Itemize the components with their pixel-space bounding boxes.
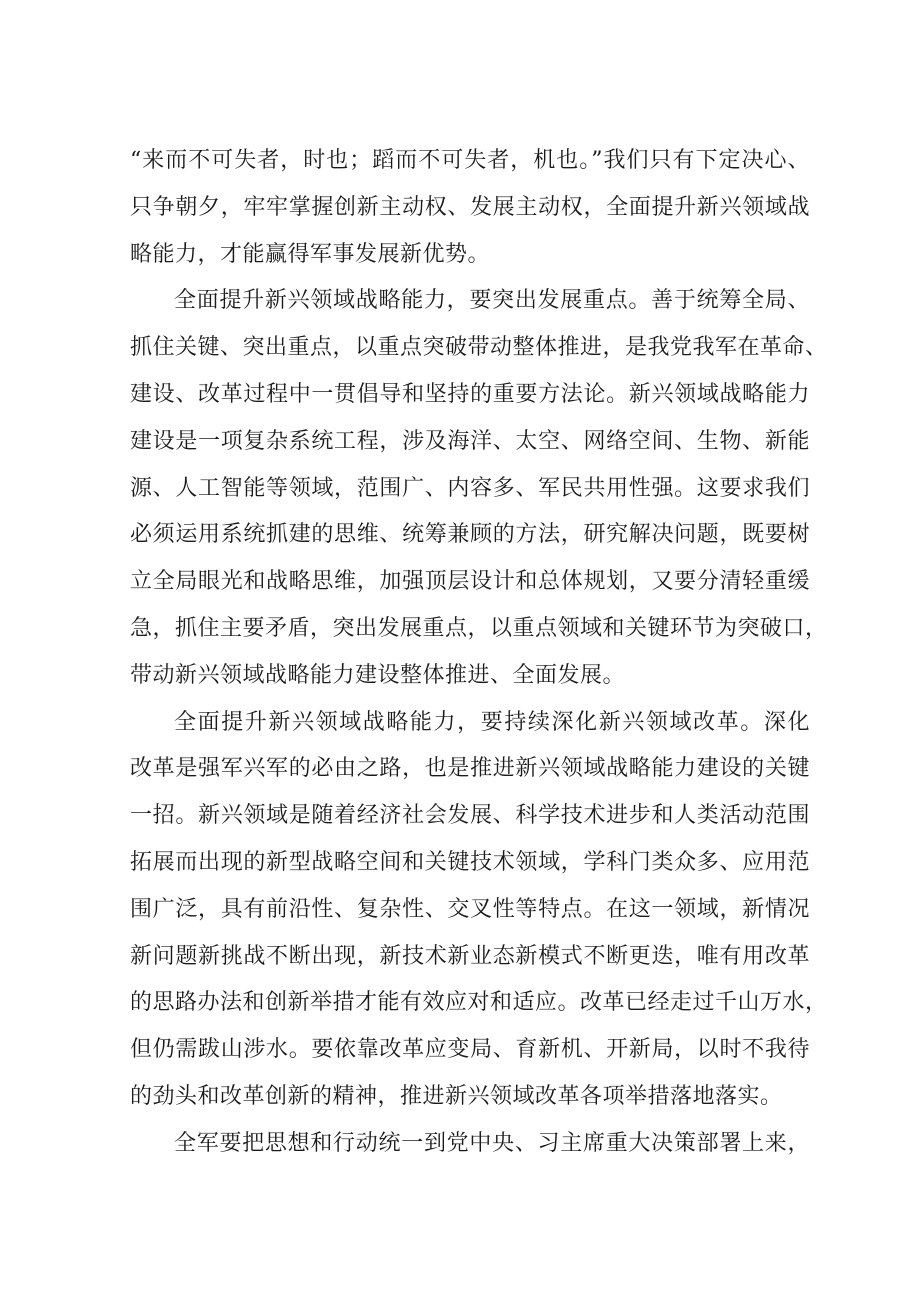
text-line: 围广泛，具有前沿性、复杂性、交叉性等特点。在这一领域，新情况 <box>130 896 810 922</box>
text-line: 全面提升新兴领域战略能力，要持续深化新兴领域改革。深化 <box>174 709 810 735</box>
paragraph-2 <box>130 278 828 699</box>
text-line: “来而不可失者，时也；蹈而不可失者，机也。”我们只有下定决心、 <box>130 148 810 173</box>
paragraph-1 <box>130 138 810 278</box>
text-line: 急，抓住主要矛盾，突出发展重点，以重点领域和关键环节为突破口， <box>130 615 828 641</box>
paragraph-4 <box>130 1121 810 1168</box>
text-line: 但仍需跋山涉水。要依靠改革应变局、育新机、开新局，以时不我待 <box>130 1037 810 1063</box>
paragraph-3 <box>130 700 828 1121</box>
text-line: 抓住关键、突出重点，以重点突破带动整体推进，是我党我军在革命、 <box>130 335 828 361</box>
text-line: 立全局眼光和战略思维，加强顶层设计和总体规划，又要分清轻重缓 <box>130 569 810 595</box>
text-line: 拓展而出现的新型战略空间和关键技术领域，学科门类众多、应用范 <box>130 849 810 875</box>
text-line: 建设、改革过程中一贯倡导和坚持的重要方法论。新兴领域战略能力 <box>130 381 810 407</box>
text-line: 新问题新挑战不断出现，新技术新业态新模式不断更迭，唯有用改革 <box>130 943 810 969</box>
text-line: 源、人工智能等领域，范围广、内容多、军民共用性强。这要求我们 <box>130 475 810 501</box>
text-line: 只争朝夕，牢牢掌握创新主动权、发展主动权，全面提升新兴领域战 <box>130 194 810 220</box>
text-line: 全军要把思想和行动统一到党中央、习主席重大决策部署上来， <box>174 1130 810 1156</box>
text-line: 全面提升新兴领域战略能力，要突出发展重点。善于统筹全局、 <box>174 288 810 314</box>
text-line: 改革是强军兴军的必由之路，也是推进新兴领域战略能力建设的关键 <box>130 756 810 782</box>
document-body <box>130 138 828 1168</box>
text-line: 带动新兴领域战略能力建设整体推进、全面发展。 <box>130 662 626 688</box>
text-line: 略能力，才能赢得军事发展新优势。 <box>130 241 491 267</box>
text-line: 建设是一项复杂系统工程，涉及海洋、太空、网络空间、生物、新能 <box>130 428 810 454</box>
text-line: 一招。新兴领域是随着经济社会发展、科学技术进步和人类活动范围 <box>130 803 810 829</box>
text-line: 的劲头和改革创新的精神，推进新兴领域改革各项举措落地落实。 <box>130 1083 783 1109</box>
text-line: 的思路办法和创新举措才能有效应对和适应。改革已经走过千山万水， <box>130 990 828 1016</box>
text-line: 必须运用系统抓建的思维、统筹兼顾的方法，研究解决问题，既要树 <box>130 522 810 548</box>
